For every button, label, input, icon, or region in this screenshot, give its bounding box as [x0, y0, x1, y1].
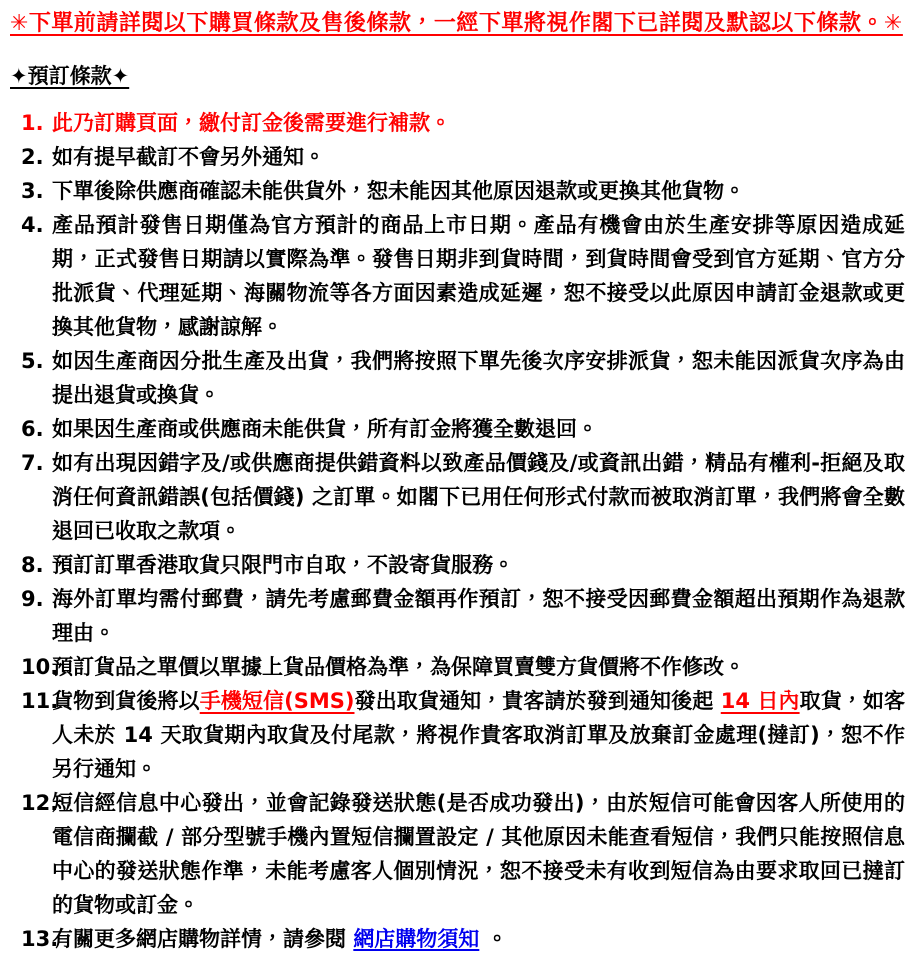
term-number: 12. [21, 791, 59, 815]
term-text-body [52, 111, 451, 135]
term-item [10, 786, 907, 922]
term-text-segment: 14 日內 [720, 689, 800, 713]
term-item [10, 650, 907, 684]
term-number: 10. [21, 655, 59, 679]
term-text-segment: 如果因生產商或供應商未能供貨，所有訂金將獲全數退回。 [52, 417, 598, 441]
term-text-segment: 如有出現因錯字及/或供應商提供錯資料以致產品價錢及/或資訊出錯，精品有權利-拒絕及取消任何資訊錯誤(包括價錢) 之訂單。如閣下已用任何形式付款而被取消訂單，我們將會全數退回已收取之款項。 [52, 451, 905, 543]
term-item [10, 344, 907, 412]
term-text-segment: 。 [479, 927, 508, 951]
term-number: 13. [21, 927, 59, 951]
term-text-segment: 如因生產商因分批生產及出貨，我們將按照下單先後次序安排派貨，恕未能因派貨次序為由提出退貨或換貨。 [52, 349, 905, 407]
term-text-body [52, 179, 745, 203]
term-number: 11. [21, 689, 59, 713]
term-item [10, 412, 907, 446]
term-number: 5. [21, 349, 44, 373]
term-text-segment: 手機短信(SMS) [199, 689, 355, 713]
term-text-body [52, 349, 905, 407]
term-item [10, 208, 907, 344]
term-item [10, 582, 907, 650]
term-text-segment: 此乃訂購頁面，繳付訂金後需要進行補款。 [52, 111, 451, 135]
terms-list [10, 106, 907, 956]
term-text-body [52, 655, 745, 679]
term-text-segment: 下單後除供應商確認未能供貨外，恕未能因其他原因退款或更換其他貨物。 [52, 179, 745, 203]
term-number: 7. [21, 451, 44, 475]
term-text-segment: 海外訂單均需付郵費，請先考慮郵費金額再作預訂，恕不接受因郵費金額超出預期作為退款理由。 [52, 587, 905, 645]
term-item [10, 106, 907, 140]
term-number: 3. [21, 179, 44, 203]
term-number: 2. [21, 145, 44, 169]
term-text-segment: 預訂訂單香港取貨只限門市自取，不設寄貨服務。 [52, 553, 514, 577]
term-item [10, 140, 907, 174]
term-text-body [52, 451, 905, 543]
term-text-segment: 貨物到貨後將以 [52, 689, 200, 713]
term-number: 9. [21, 587, 44, 611]
term-text-body [52, 213, 905, 339]
term-text-body [52, 689, 905, 781]
term-text-body [52, 927, 508, 951]
term-text-body [52, 587, 905, 645]
purchase-notice-header: ✳下單前請詳閱以下購買條款及售後條款，一經下單將視作閣下已詳閱及默認以下條款。✳ [10, 11, 903, 36]
term-text-segment: 有關更多網店購物詳情，請參閱 [52, 927, 354, 951]
term-text-body [52, 791, 905, 917]
term-text-body [52, 145, 325, 169]
term-item [10, 446, 907, 548]
term-item [10, 684, 907, 786]
term-item [10, 922, 907, 956]
term-text-segment: 產品預計發售日期僅為官方預計的商品上市日期。產品有機會由於生產安排等原因造成延期，正式發售日期請以實際為準。發售日期非到貨時間，到貨時間會受到官方延期、官方分批派貨、代理延期、海關物流等各方面因素造成延遲，恕不接受以此原因申請訂金退款或更換其他貨物，感謝諒解。 [52, 213, 905, 339]
section-title-preorder-terms: ✦預訂條款✦ [10, 64, 130, 88]
term-text-segment: 預訂貨品之單價以單據上貨品價格為準，為保障買賣雙方貨價將不作修改。 [52, 655, 745, 679]
term-item [10, 548, 907, 582]
term-text-body [52, 553, 514, 577]
term-text-segment: 發出取貨通知，貴客請於發到通知後起 [354, 689, 721, 713]
term-text-segment: 如有提早截訂不會另外通知。 [52, 145, 325, 169]
term-number: 4. [21, 213, 44, 237]
term-item [10, 174, 907, 208]
shop-notice-link[interactable]: 網店購物須知 [353, 927, 480, 951]
term-text-segment: 取貨，如客人未於 14 天取貨期內取貨及付尾款，將視作貴客取消訂單及放棄訂金處理(撻訂)，恕不作另行通知。 [52, 689, 906, 781]
term-number: 1. [21, 111, 44, 135]
term-text-body [52, 417, 598, 441]
term-number: 8. [21, 553, 44, 577]
term-number: 6. [21, 417, 44, 441]
term-text-segment: 短信經信息中心發出，並會記錄發送狀態(是否成功發出)，由於短信可能會因客人所使用的電信商攔截 / 部分型號手機內置短信攔置設定 / 其他原因未能查看短信，我們只能按照信息中心的發送狀態作準，未能考慮客人個別情況，恕不接受未有收到短信為由要求取回已撻訂的貨物或訂金。 [52, 791, 905, 917]
